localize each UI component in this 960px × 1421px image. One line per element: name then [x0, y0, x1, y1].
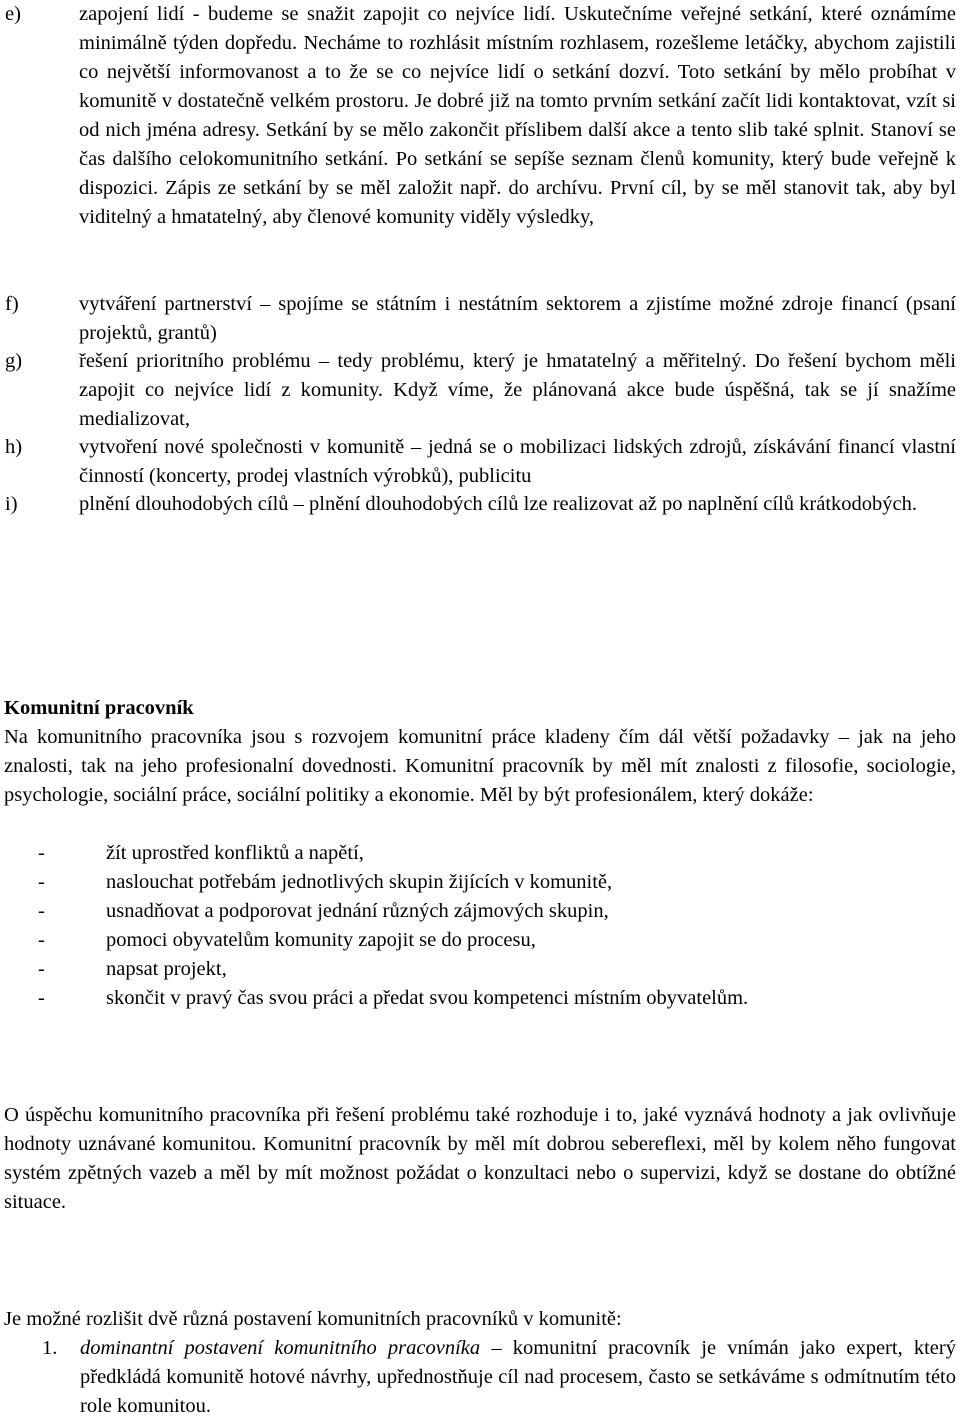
- bullet-item: - usnadňovat a podporovat jednání různých zájmových skupin,: [38, 900, 609, 922]
- position-description: – komunitní pracovník je vnímán jako expert, který předkládá komunitě hotové návrhy, upřednostňuje cíl nad procesem, často se setkáváme s odmítnutím této role komunitou.: [80, 1337, 956, 1417]
- skills-bullet-list: [4, 839, 956, 1013]
- list-marker: i): [5, 493, 18, 515]
- bullet-item: - žít uprostřed konfliktů a napětí,: [38, 842, 364, 864]
- section-heading: [4, 694, 956, 723]
- list-marker: g): [5, 350, 23, 372]
- bullet-item: - naslouchat potřebám jednotlivých skupin žijících v komunitě,: [38, 871, 613, 893]
- list-text: plnění dlouhodobých cílů – plnění dlouhodobých cílů lze realizovat až po naplnění cílů krátkodobých.: [79, 493, 917, 515]
- position-title: dominantní postavení komunitního pracovníka: [80, 1337, 481, 1359]
- bullet-item: - pomoci obyvatelům komunity zapojit se do procesu,: [38, 929, 536, 951]
- bullet-item: - napsat projekt,: [38, 958, 227, 980]
- heading-text: Komunitní pracovník: [4, 697, 194, 719]
- section-intro-paragraph: Na komunitního pracovníka jsou s rozvojem komunitní práce kladeny čím dál větší požadavky – jak na jeho znalosti, tak na jeho profesionalní dovednosti. Komunitní pracovník by měl mít znalosti z filosofie, sociologie, psychologie, sociální práce, sociální politiky a ekonomie. Měl by být profesionálem, který dokáže:: [4, 726, 956, 806]
- success-paragraph: O úspěchu komunitního pracovníka při řešení problému také rozhoduje i to, jaké vyznává hodnoty a jak ovlivňuje hodnoty uznávané komunitou. Komunitní pracovník by měl mít dobrou sebereflexi, měl by kolem něho fungovat systém zpětných vazeb a měl by mít možnost požádat o konzultaci nebo o supervizi, když se dostane do obtížné situace.: [4, 1104, 956, 1213]
- list-marker: e): [5, 3, 21, 25]
- list-text: vytváření partnerství – spojíme se státním i nestátním sektorem a zjistíme možné zdroje financí (psaní projektů, grantů): [79, 293, 956, 344]
- list-text: zapojení lidí - budeme se snažit zapojit co nejvíce lidí. Uskutečníme veřejné setkání, které oznámíme minimálně týden dopředu. Necháme to rozhlásit místním rozhlasem, rozešleme letáčky, abychom zajistili co největší informovanost a to že se co nejvíce lidí o setkání dozví. Toto setkání by mělo probíhat v komunitě v dostatečně velkém prostoru. Je dobré již na tomto prvním setkání začít lidi kontaktovat, vzít si od nich jména adresy. Setkání by se mělo zakončit příslibem další akce a tento slib také splnit. Stanoví se čas dalšího celokomunitního setkání. Po setkání se sepíše seznam členů komunity, který bude veřejně k dispozici. Zápis ze setkání by se měl založit např. do archívu. První cíl, by se měl stanovit tak, aby byl viditelný a hmatatelný, aby členové komunity viděly výsledky,: [79, 3, 956, 228]
- position-text: [80, 1334, 956, 1421]
- list-text: vytvoření nové společnosti v komunitě – jedná se o mobilizaci lidských zdrojů, získávání financí vlastní činností (koncerty, prodej vlastních výrobků), publicitu: [79, 436, 956, 487]
- list-marker: f): [5, 293, 19, 315]
- list-marker: h): [5, 436, 23, 458]
- positions-intro: Je možné rozlišit dvě různá postavení komunitních pracovníků v komunitě:: [4, 1308, 622, 1330]
- bullet-item: - skončit v pravý čas svou práci a předat svou kompetenci místním obyvatelům.: [38, 987, 749, 1009]
- position-marker: 1.: [42, 1337, 58, 1359]
- list-text: řešení prioritního problému – tedy problému, který je hmatatelný a měřitelný. Do řešení bychom měli zapojit co nejvíce lidí z komunity. Když víme, že plánovaná akce bude úspěšná, tak se jí snažíme medializovat,: [79, 350, 956, 430]
